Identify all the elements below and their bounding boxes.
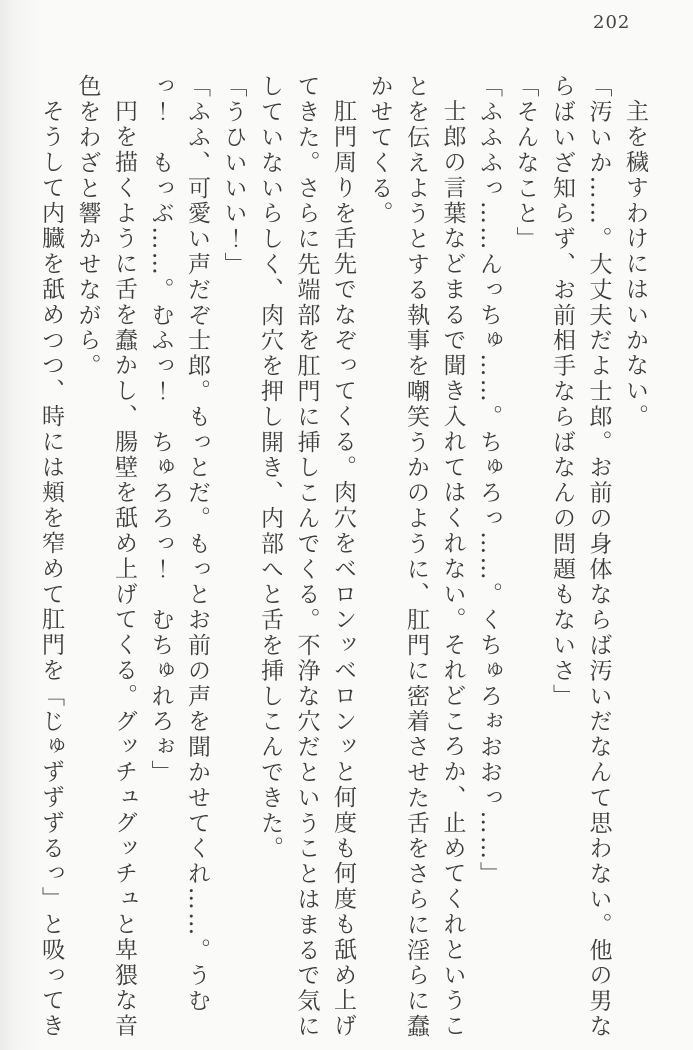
text-line: 「ふふ、可愛い声だぞ士郎。もっとだ。もっとお前の声を聞かせてくれ……。うむ: [184, 74, 210, 1014]
text-column-container: [31, 74, 653, 1042]
text-line: 「そんなこと」: [512, 74, 539, 252]
text-line: 主を穢すわけにはいかない。: [622, 99, 648, 430]
text-line: そうして内臓を舐めつつ、時には頬を窄めて肛門を「じゅずずずるっ」と吸ってき: [38, 99, 64, 1040]
text-line: かせてくる。: [366, 74, 393, 227]
page-number: 202: [593, 12, 631, 33]
text-line: らばいざ知らず、お前相手ならばなんの問題もないさ」: [549, 74, 575, 709]
text-line: っ！ もっぶ……。むふっ！ ちゅろろっ！ むちゅれろぉ」: [147, 74, 174, 786]
text-line: 士郎の言葉などまるで聞き入れてはくれない。それどころか、止めてくれというこ: [439, 99, 466, 1040]
text-line: 円を描くように舌を蠢かし、腸壁を舐め上げてくる。グッチュグッチュと卑猥な音: [111, 99, 137, 1040]
text-line: 「うひいいい！」: [220, 74, 247, 278]
text-line: 肛門周りを舌先でなぞってくる。肉穴をベロンッベロンッと何度も何度も舐め上げ: [330, 99, 356, 1040]
text-line: 「汚いか……。大丈夫だよ士郎。お前の身体ならば汚いだなんて思わない。他の男な: [585, 74, 612, 1040]
text-line: とを伝えようとする執事を嘲笑うかのように、肛門に密着させた舌をさらに淫らに蠢: [403, 74, 429, 1040]
text-line: していないらしく、肉穴を押し開き、内部へと舌を挿しこんできた。: [257, 74, 283, 862]
text-line: 「ふふふっ……んっちゅ……。ちゅろっ……。くちゅろぉおおっ……」: [476, 74, 502, 887]
text-line: てきた。さらに先端部を肛門に挿しこんでくる。不浄な穴だということはまるで気に: [293, 74, 320, 1040]
text-line: 色をわざと響かせながら。: [74, 74, 101, 379]
